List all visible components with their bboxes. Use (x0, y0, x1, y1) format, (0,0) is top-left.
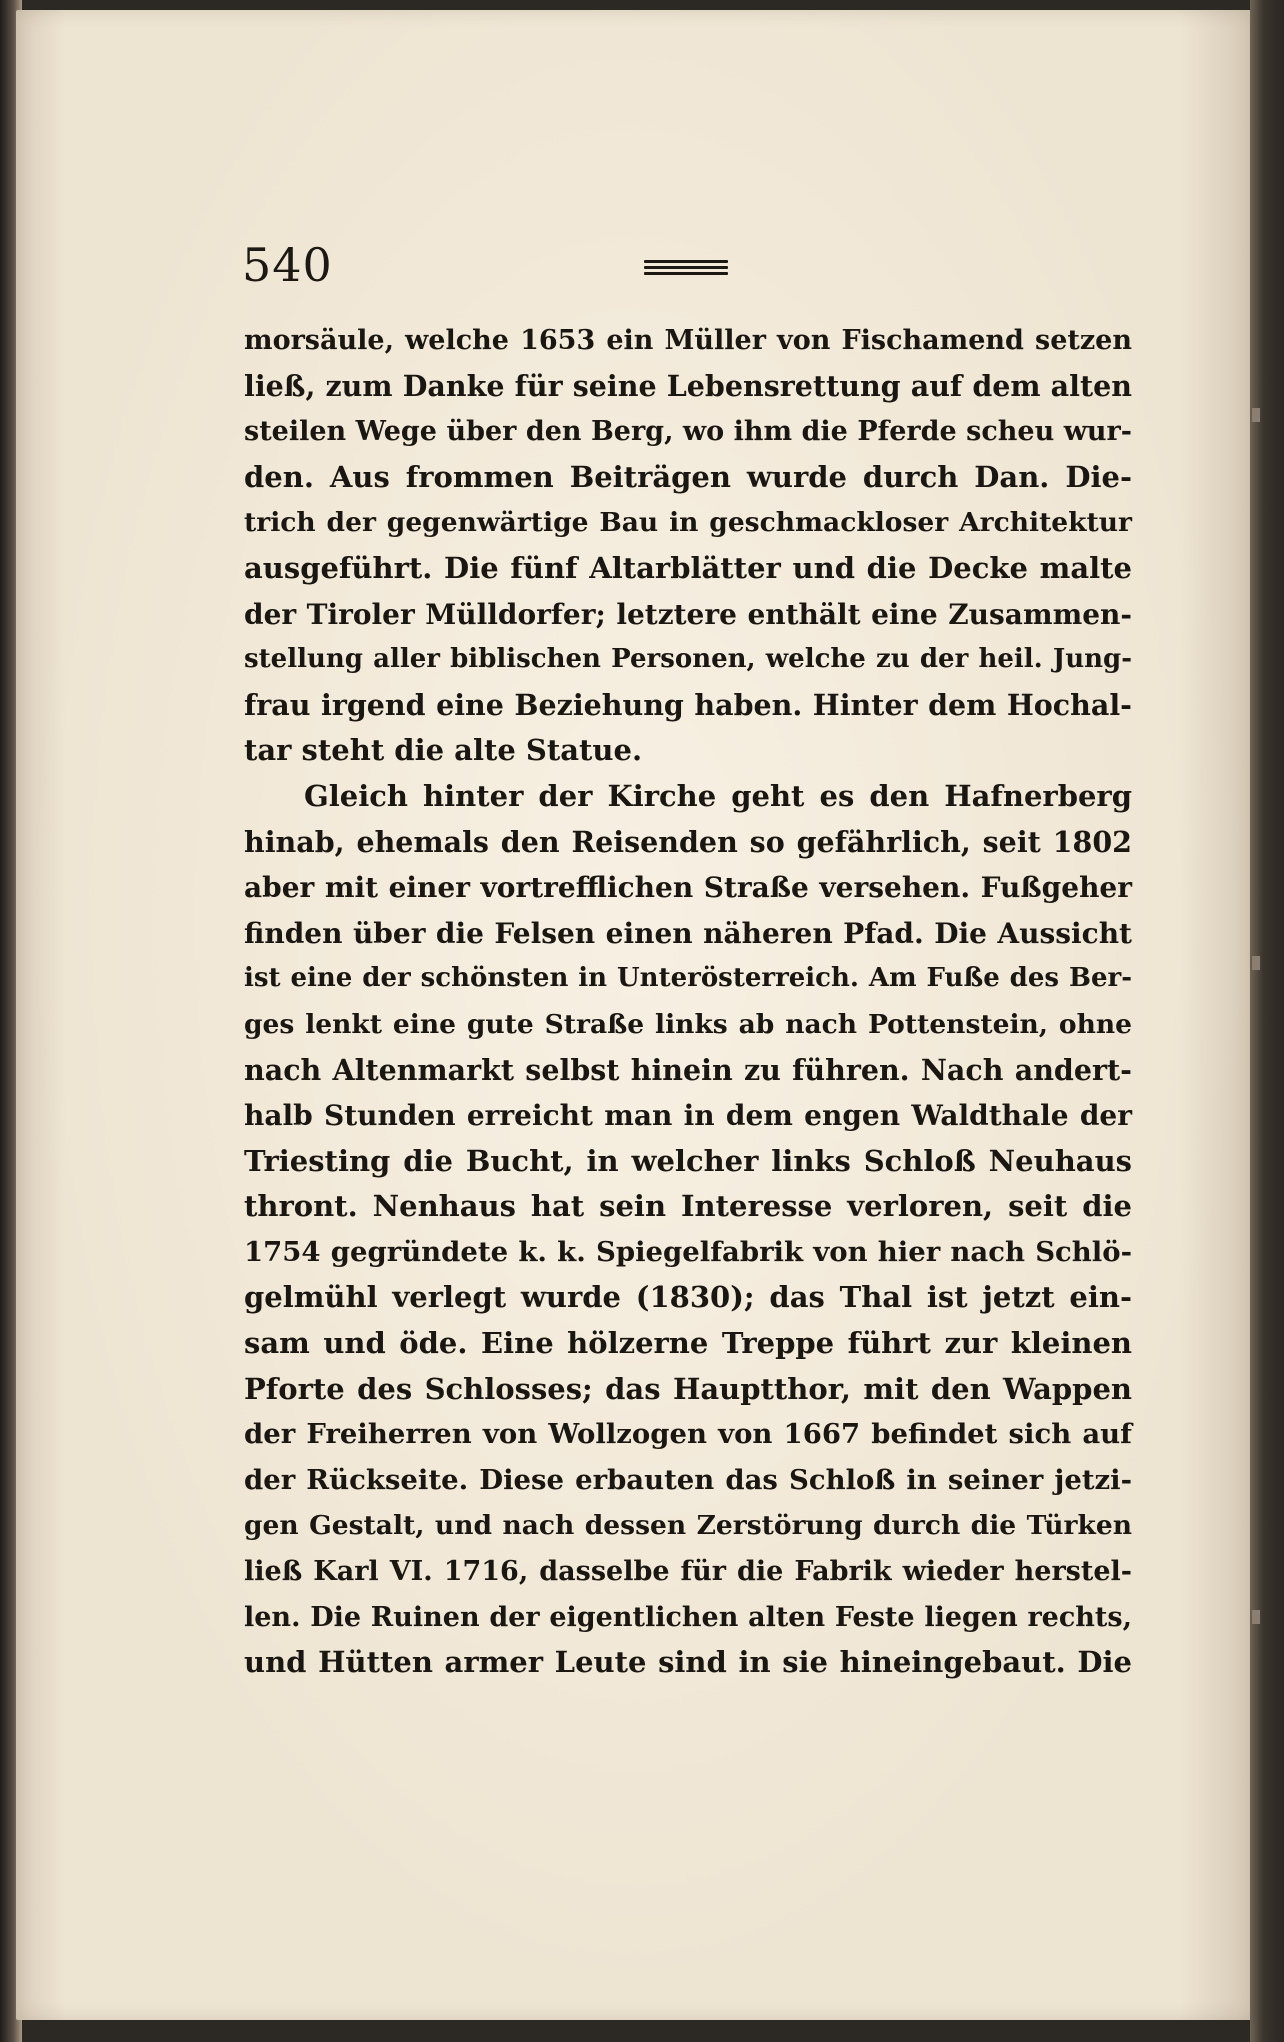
text-line: trich der gegenwärtige Bau in geschmackloser Architektur (244, 507, 1132, 539)
body-text (244, 318, 1132, 1686)
text-line: der Rückseite. Diese erbauten das Schloß in seiner jetzi- (244, 1463, 1132, 1496)
margin-mark (1252, 956, 1260, 970)
book-page-edges (1250, 0, 1284, 2042)
page-number: 540 (242, 238, 333, 292)
margin-mark (1252, 1610, 1260, 1624)
text-line: nach Altenmarkt selbst hinein zu führen. Nach andert- (244, 1052, 1132, 1087)
text-line: den. Aus frommen Beiträgen wurde durch Dan. Die- (244, 459, 1132, 494)
text-line: 1754 gegründete k. k. Spiegelfabrik von hier nach Schlö- (244, 1235, 1132, 1268)
text-line: gen Gestalt, und nach dessen Zerstörung durch die Türken (244, 1510, 1132, 1542)
text-line: finden über die Felsen einen näheren Pfad. Die Aussicht (244, 916, 1132, 950)
text-line: Pforte des Schlosses; das Hauptthor, mit den Wappen (244, 1371, 1132, 1406)
margin-mark (1252, 408, 1260, 422)
text-line: morsäule, welche 1653 ein Müller von Fischamend setzen (244, 325, 1132, 356)
header-ornament (644, 258, 728, 276)
text-line: hinab, ehemals den Reisenden so gefährlich, seit 1802 (244, 824, 1132, 859)
text-line: steilen Wege über den Berg, wo ihm die Pferde scheu wur- (244, 416, 1132, 448)
text-line: ließ, zum Danke für seine Lebensrettung auf dem alten (244, 368, 1132, 403)
text-line: sam und öde. Eine hölzerne Treppe führt zur kleinen (244, 1326, 1132, 1361)
text-line: stellung aller biblischen Personen, welche zu der heil. Jung- (244, 644, 1132, 675)
text-line: und Hütten armer Leute sind in sie hineingebaut. Die (244, 1645, 1132, 1680)
text-line: len. Die Ruinen der eigentlichen alten Feste liegen rechts, (244, 1601, 1132, 1633)
text-line: aber mit einer vortrefflichen Straße versehen. Fußgeher (244, 871, 1132, 905)
text-line: der Freiherren von Wollzogen von 1667 befindet sich auf (244, 1418, 1132, 1451)
text-line: der Tiroler Mülldorfer; letztere enthält eine Zusammen- (244, 597, 1132, 631)
text-line: halb Stunden erreicht man in dem engen Waldthale der (244, 1099, 1132, 1133)
text-line: thront. Nenhaus hat sein Interesse verloren, seit die (244, 1189, 1132, 1224)
text-line: frau irgend eine Beziehung haben. Hinter dem Hochal- (244, 687, 1132, 722)
text-line: Triesting die Bucht, in welcher links Schloß Neuhaus (244, 1143, 1132, 1178)
text-line: ges lenkt eine gute Straße links ab nach Pottenstein, ohne (244, 1008, 1132, 1040)
text-line: ausgeführt. Die fünf Altarblätter und die Decke malte (244, 550, 1132, 585)
text-line: ließ Karl VI. 1716, dasselbe für die Fabrik wieder herstel- (244, 1556, 1132, 1588)
page-header (220, 238, 1120, 298)
text-line: gelmühl verlegt wurde (1830); das Thal ist jetzt ein- (244, 1280, 1132, 1315)
text-line: ist eine der schönsten in Unterösterreich. Am Fuße des Ber- (244, 963, 1132, 994)
paragraph-end-line: tar steht die alte Statue. (244, 733, 643, 768)
paragraph-start-line: Gleich hinter der Kirche geht es den Hafnerberg (304, 778, 1132, 813)
